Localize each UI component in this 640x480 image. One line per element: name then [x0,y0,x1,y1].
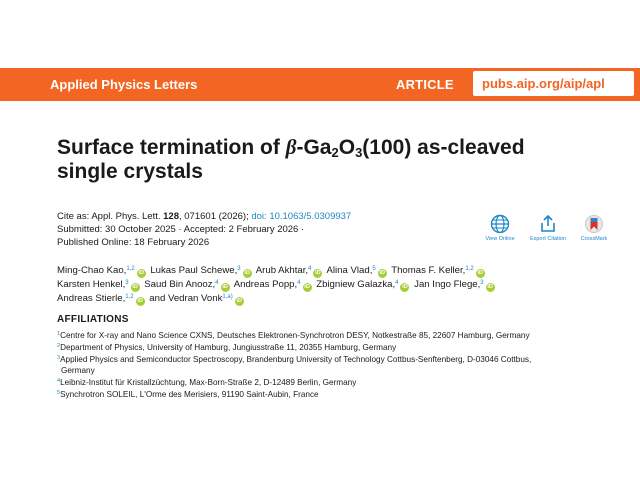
published-line: Published Online: 18 February 2026 [57,237,210,248]
author[interactable]: Zbigniew Galazka,$^4$ [316,279,399,290]
export-icon [538,214,558,234]
title-sub-2: 2 [331,145,339,160]
affiliations-list [57,330,597,401]
title-o: O [338,136,356,159]
author[interactable]: Alina Vlad,$^5$ [326,265,376,276]
cite-pages: , 071601 (2026); [179,211,252,222]
export-citation-button[interactable] [526,214,570,242]
author[interactable]: Saud Bin Anooz,$^4$ [144,279,219,290]
article-type: ARTICLE [396,77,454,92]
export-citation-label: Export Citation [529,236,567,242]
orcid-icon[interactable]: iD [315,270,321,276]
journal-banner [0,68,640,101]
affiliation-item: $^2$Department of Physics, University of Hamburg, Jungiusstraße 11, 20355 Hamburg, Germany [57,343,397,352]
orcid-icon[interactable]: iD [137,298,143,304]
affiliation-item: $^3$Applied Physics and Semiconductor Spectroscopy, Brandenburg University of Technology Cottbus-Senftenberg, D-03046 Cottbus, Germany [57,355,532,375]
article-title [57,135,597,184]
author[interactable]: Jan Ingo Flege,$^3$ [414,279,484,290]
author[interactable]: and Vedran Vonk$^{1,a)}$ [149,293,233,304]
journal-name[interactable]: Applied Physics Letters [50,77,198,92]
crossmark-label: CrossMark [580,236,608,242]
author[interactable]: Lukas Paul Schewe,$^3$ [150,265,241,276]
crossmark-button[interactable] [572,214,616,242]
orcid-icon[interactable]: iD [487,284,493,290]
affiliation-item: $^1$Centre for X-ray and Nano Science CXNS, Deutsches Elektronen-Synchrotron DESY, Notkestraße 85, 22607 Hamburg, Germany [57,331,530,340]
affiliation-item: $^5$Synchrotron SOLEIL, L'Orme des Merisiers, 91190 Saint-Aubin, France [57,390,319,399]
submitted-line: Submitted: 30 October 2025 · Accepted: 2 February 2026 · [57,224,305,235]
orcid-icon[interactable]: iD [236,298,242,304]
orcid-icon[interactable]: iD [304,284,310,290]
globe-icon [490,214,510,234]
title-ga: -Ga [296,136,332,159]
orcid-icon[interactable]: iD [132,284,138,290]
author-list [57,264,557,306]
view-online-button[interactable] [478,214,522,242]
orcid-icon[interactable]: iD [477,270,483,276]
title-line-2: single crystals [57,160,203,183]
title-text-start: Surface termination of [57,136,286,159]
affiliations-heading: AFFILIATIONS [57,314,129,325]
author[interactable]: Andreas Stierle,$^{1,2}$ [57,293,134,304]
orcid-icon[interactable]: iD [138,270,144,276]
crossmark-icon [584,214,604,234]
author[interactable]: Ming-Chao Kao,$^{1,2}$ [57,265,135,276]
affiliation-item: $^4$Leibniz-Institut für Kristallzüchtung, Max-Born-Straße 2, D-12489 Berlin, Germany [57,378,357,387]
journal-url-link[interactable]: pubs.aip.org/aip/apl [482,76,605,91]
author[interactable]: Arub Akhtar,$^4$ [255,265,312,276]
orcid-icon[interactable]: iD [402,284,408,290]
author[interactable]: Karsten Henkel,$^3$ [57,279,129,290]
title-sub-3: 3 [355,145,363,160]
orcid-icon[interactable]: iD [222,284,228,290]
cite-prefix: Cite as: Appl. Phys. Lett. [57,211,164,222]
orcid-icon[interactable]: iD [244,270,250,276]
author[interactable]: Andreas Popp,$^4$ [233,279,301,290]
citation-line [57,210,351,223]
orcid-icon[interactable]: iD [379,270,385,276]
citation-block [57,210,351,249]
cite-volume: 128 [163,211,179,222]
journal-url-box[interactable] [473,71,634,96]
view-online-label: View Online [485,236,515,242]
author[interactable]: Thomas F. Keller,$^{1,2}$ [391,265,474,276]
title-text-end: (100) as-cleaved [362,136,525,159]
title-beta: β [285,135,297,159]
doi-link[interactable]: doi: 10.1063/5.0309937 [251,211,352,222]
